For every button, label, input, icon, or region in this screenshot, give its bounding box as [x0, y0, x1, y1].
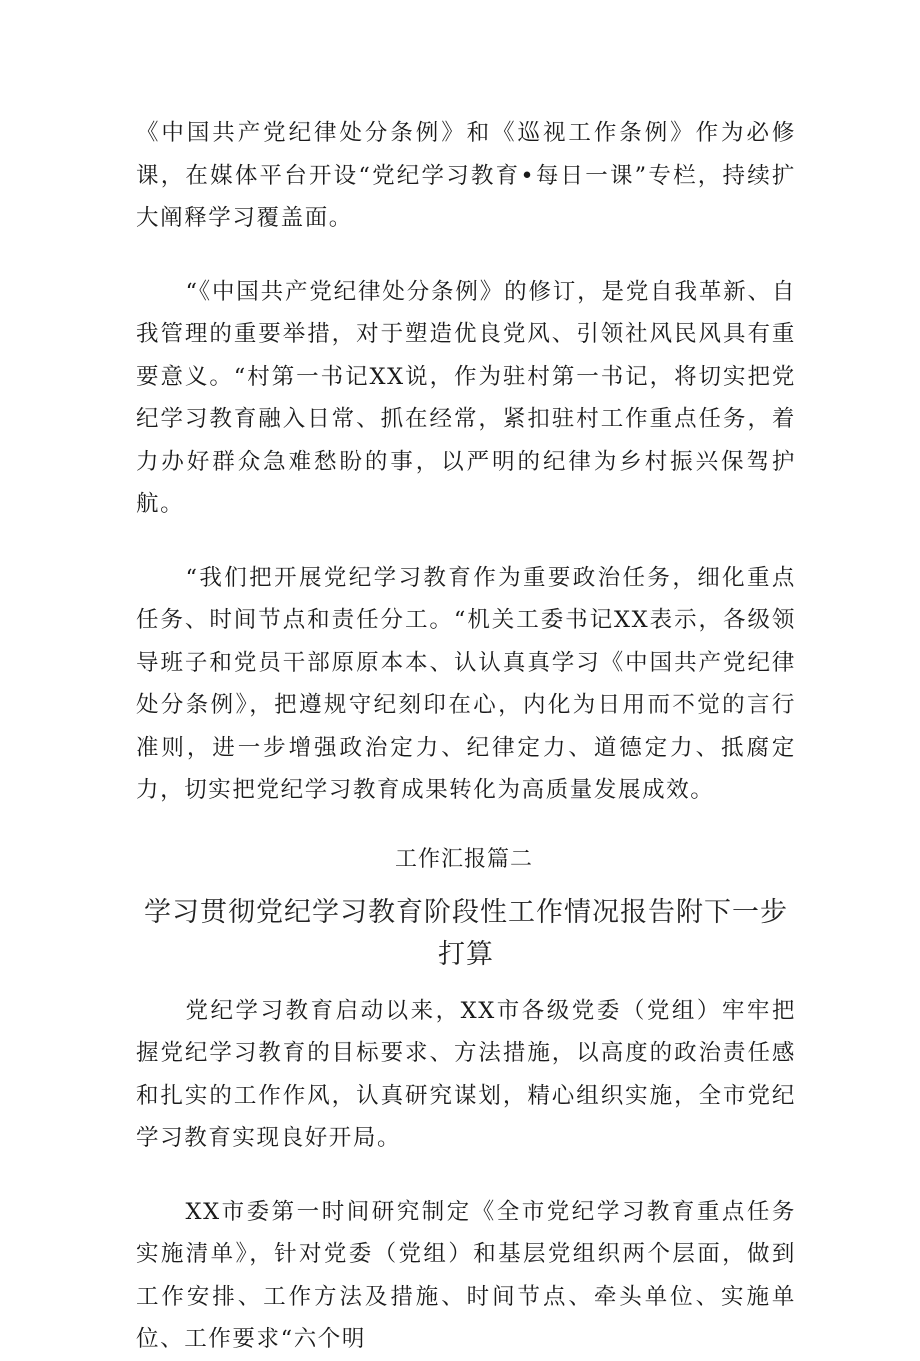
paragraph-quote-village-secretary: “《中国共产党纪律处分条例》的修订，是党自我革新、自我管理的重要举措，对于塑造优良党风、引领社风民风具有重要意义。“村第一书记XX说，作为驻村第一书记，将切实把党纪学习教育融入日常、抓在经常，紧扣驻村工作重点任务，着力办好群众急难愁盼的事，以严明的纪律为乡村振兴保驾护航。 [136, 278, 796, 517]
section-label: 工作汇报篇二 [394, 846, 533, 872]
paragraph-intro: 党纪学习教育启动以来，XX市各级党委（党组）牢牢把握党纪学习教育的目标要求、方法措施，以高度的政治责任感和扎实的工作作风，认真研究谋划，精心组织实施，全市党纪学习教育实现良好开局。 [136, 997, 796, 1151]
document-title: 学习贯彻党纪学习教育阶段性工作情况报告附下一步打算 [144, 896, 788, 970]
paragraph-quote-party-committee: “我们把开展党纪学习教育作为重要政治任务，细化重点任务、时间节点和责任分工。“机关工委书记XX表示，各级领导班子和党员干部原原本本、认认真真学习《中国共产党纪律处分条例》，把遵规守纪刻印在心，内化为日用而不觉的言行准则，进一步增强政治定力、纪律定力、道德定力、抵腐定力，切实把党纪学习教育成果转化为高质量发展成效。 [136, 564, 796, 803]
paragraph-task-list: XX市委第一时间研究制定《全市党纪学习教育重点任务实施清单》，针对党委（党组）和基层党组织两个层面，做到工作安排、工作方法及措施、时间节点、牵头单位、实施单位、工作要求“六个明 [136, 1198, 796, 1352]
paragraph-continuation: 《中国共产党纪律处分条例》和《巡视工作条例》作为必修课，在媒体平台开设“党纪学习教育•每日一课”专栏，持续扩大阐释学习覆盖面。 [136, 120, 796, 231]
